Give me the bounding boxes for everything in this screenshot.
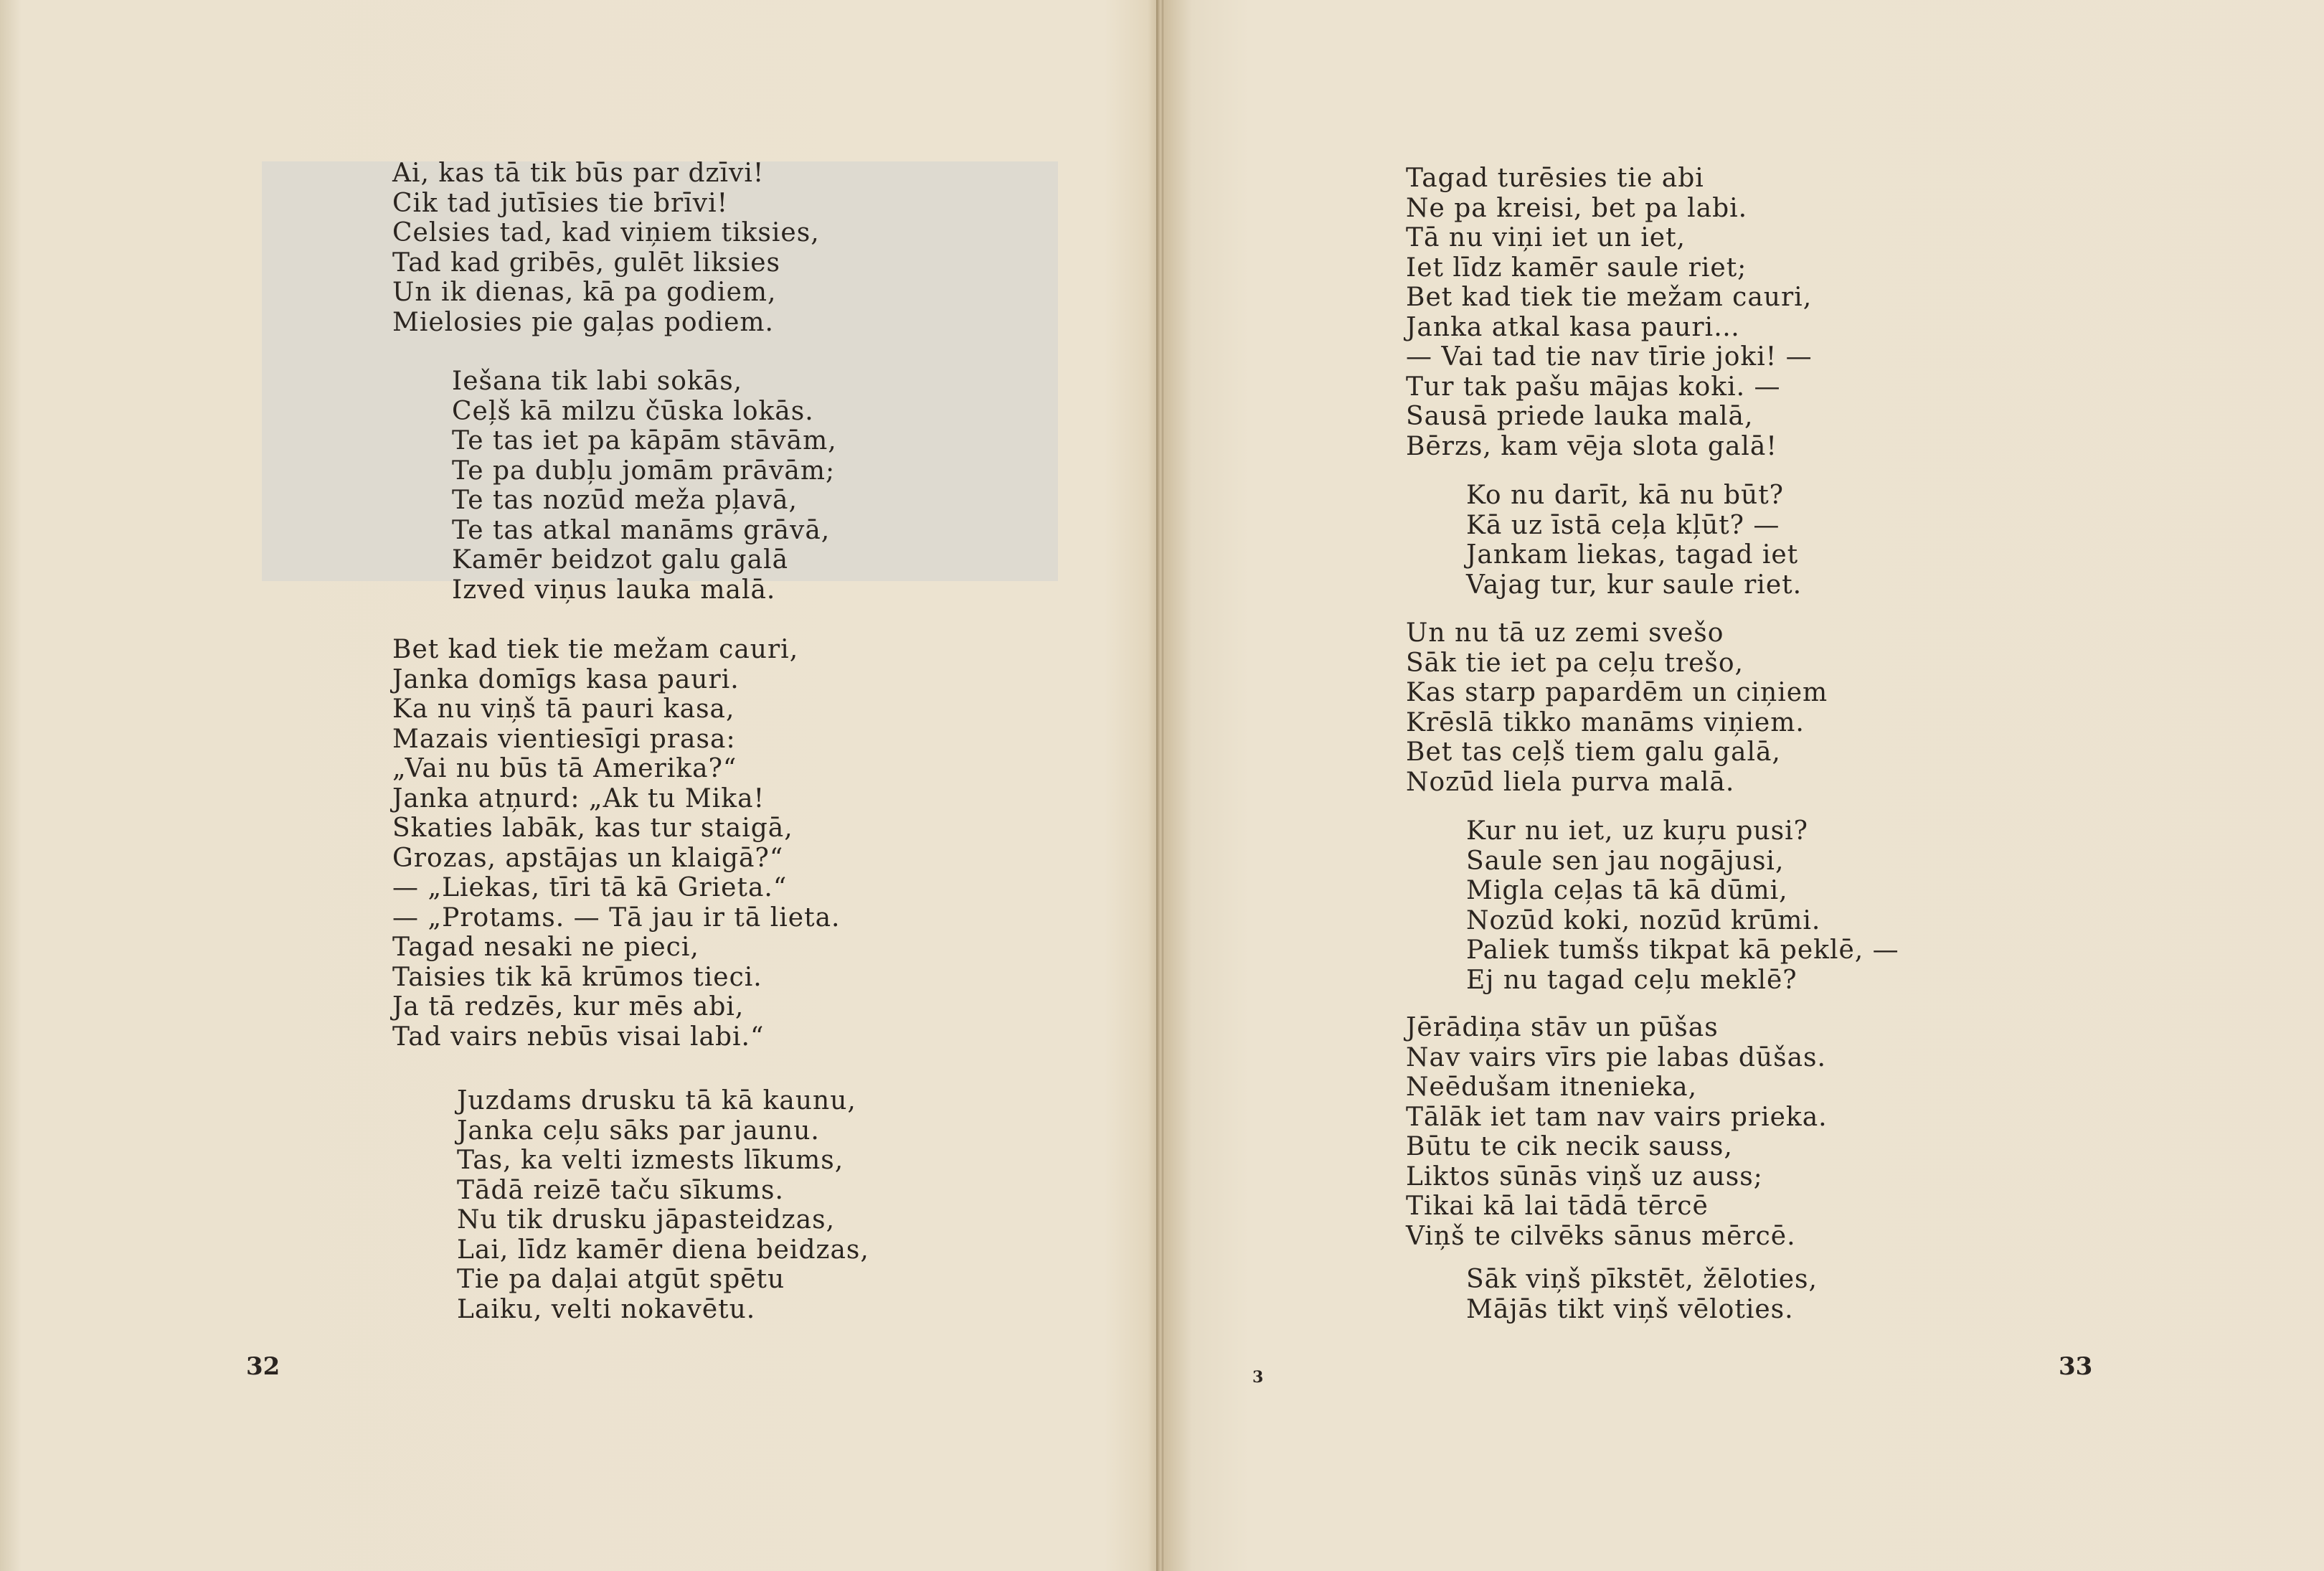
poem-line: Nav vairs vīrs pie labas dūšas. (1406, 1042, 1826, 1072)
poem-line: Nozūd liela purva malā. (1406, 767, 1735, 797)
poem-line: Kamēr beidzot galu galā (452, 545, 789, 575)
poem-line: Kur nu iet, uz kuŗu pusi? (1466, 816, 1808, 846)
poem-line: Bet kad tiek tie mežam cauri, (392, 635, 799, 664)
right-stanza-2 (1466, 481, 1802, 600)
poem-line: Saule sen jau nogājusi, (1466, 846, 1785, 876)
poem-line: Juzdams drusku tā kā kaunu, (457, 1086, 856, 1115)
right-stanza-4 (1466, 816, 1899, 995)
right-stanza-1 (1406, 164, 1813, 461)
left-stanza-2 (452, 367, 837, 605)
poem-line: Nozūd koki, nozūd krūmi. (1466, 905, 1821, 935)
poem-line: Tagad nesaki ne pieci, (392, 933, 699, 962)
poem-line: Migla ceļas tā kā dūmi, (1466, 876, 1788, 905)
poem-line: Ne pa kreisi, bet pa labi. (1406, 193, 1748, 223)
left-page (0, 0, 1161, 1571)
poem-line: Te tas iet pa kāpām stāvām, (452, 426, 837, 456)
poem-line: Tas, ka velti izmests līkums, (457, 1146, 844, 1175)
poem-line: Iet līdz kamēr saule riet; (1406, 253, 1747, 283)
poem-line: Jērādiņa stāv un pūšas (1406, 1013, 1719, 1042)
poem-line: Tagad turēsies tie abi (1406, 164, 1704, 193)
poem-line: Te tas atkal manāms grāvā, (452, 515, 831, 545)
poem-line: Janka atņurd: „Ak tu Mika! (392, 783, 765, 813)
right-stanza-5 (1406, 1013, 1828, 1251)
poem-line: Te pa dubļu jomām prāvām; (452, 456, 836, 486)
poem-line: Būtu te cik necik sauss, (1406, 1132, 1733, 1161)
poem-line: Bet tas ceļš tiem galu galā, (1406, 737, 1781, 767)
poem-line: Viņš te cilvēks sānus mērcē. (1406, 1221, 1796, 1251)
poem-line: Liktos sūnās viņš uz auss; (1406, 1161, 1763, 1192)
poem-line: Izved viņus lauka malā. (452, 575, 776, 605)
poem-line: Iešana tik labi sokās, (452, 367, 743, 396)
poem-line: Janka ceļu sāks par jaunu. (457, 1115, 820, 1146)
poem-line: Mājās tikt viņš vēloties. (1466, 1294, 1794, 1324)
poem-line: Krēslā tikko manāms viņiem. (1406, 707, 1805, 737)
poem-line: Paliek tumšs tikpat kā peklē, — (1466, 935, 1899, 965)
poem-line: Sāk tie iet pa ceļu trešo, (1406, 648, 1744, 678)
left-stanza-4 (457, 1086, 869, 1324)
poem-line: Ai, kas tā tik būs par dzīvi! (392, 159, 765, 188)
page-number-right: 33 (2059, 1352, 2093, 1381)
poem-line: Mielosies pie gaļas podiem. (392, 307, 774, 337)
poem-line: Tad kad gribēs, gulēt liksies (392, 247, 780, 278)
poem-line: Un ik dienas, kā pa godiem, (392, 278, 777, 307)
signature-mark: 3 (1252, 1368, 1264, 1387)
poem-line: Te tas nozūd meža pļavā, (452, 486, 798, 515)
right-page (1163, 0, 2324, 1571)
poem-line: Ja tā redzēs, kur mēs abi, (392, 992, 745, 1022)
poem-line: Tā nu viņi iet un iet, (1406, 223, 1686, 253)
poem-line: Mazais vientiesīgi prasa: (392, 724, 736, 754)
poem-line: Ej nu tagad ceļu meklē? (1466, 965, 1798, 995)
poem-line: Tad vairs nebūs visai labi.“ (392, 1022, 765, 1052)
poem-line: Skaties labāk, kas tur staigā, (392, 813, 793, 843)
poem-line: Tur tak pašu mājas koki. — (1406, 372, 1781, 402)
left-stanza-3 (392, 635, 841, 1052)
poem-line: Vajag tur, kur saule riet. (1466, 570, 1803, 600)
poem-line: Janka domīgs kasa pauri. (392, 664, 740, 694)
right-stanza-3 (1406, 618, 1828, 797)
poem-line: Tikai kā lai tādā tērcē (1406, 1192, 1709, 1221)
poem-line: Lai, līdz kamēr diena beidzas, (457, 1235, 869, 1265)
poem-line: Celsies tad, kad viņiem tiksies, (392, 218, 820, 247)
poem-line: Janka atkal kasa pauri… (1406, 312, 1741, 342)
poem-line: Laiku, velti nokavētu. (457, 1294, 756, 1324)
poem-line: Ka nu viņš tā pauri kasa, (392, 694, 735, 724)
poem-line: Neēdušam itnenieka, (1406, 1072, 1698, 1102)
poem-line: Tālāk iet tam nav vairs prieka. (1406, 1102, 1828, 1132)
poem-line: Jankam liekas, tagad iet (1466, 540, 1799, 570)
poem-line: Bērzs, kam vēja slota galā! (1406, 431, 1777, 461)
poem-line: Ko nu darīt, kā nu būt? (1466, 481, 1784, 510)
poem-line: Nu tik drusku jāpasteidzas, (457, 1205, 836, 1235)
poem-line: Tie pa daļai atgūt spētu (457, 1265, 785, 1294)
poem-line: — Vai tad tie nav tīrie joki! — (1406, 342, 1813, 372)
poem-line: Un nu tā uz zemi svešo (1406, 618, 1724, 648)
poem-line: „Vai nu būs tā Amerika?“ (392, 754, 737, 783)
poem-line: Cik tad jutīsies tie brīvi! (392, 188, 729, 218)
left-stanza-1 (392, 159, 820, 337)
poem-line: Sausā priede lauka malā, (1406, 402, 1754, 431)
poem-line: Ceļš kā milzu čūska lokās. (452, 396, 814, 426)
poem-line: — „Liekas, tīri tā kā Grieta.“ (392, 873, 788, 902)
poem-line: Tādā reizē taču sīkums. (457, 1175, 784, 1205)
poem-line: Sāk viņš pīkstēt, žēloties, (1466, 1265, 1818, 1294)
poem-line: — „Protams. — Tā jau ir tā lieta. (392, 902, 841, 933)
poem-line: Kas starp papardēm un ciņiem (1406, 678, 1828, 707)
poem-line: Grozas, apstājas un klaigā?“ (392, 843, 784, 873)
poem-line: Bet kad tiek tie mežam cauri, (1406, 283, 1813, 312)
page-number-left: 32 (246, 1352, 280, 1381)
right-stanza-6 (1466, 1265, 1818, 1324)
poem-line: Taisies tik kā krūmos tieci. (392, 962, 762, 992)
poem-line: Kā uz īstā ceļa kļūt? — (1466, 510, 1780, 540)
